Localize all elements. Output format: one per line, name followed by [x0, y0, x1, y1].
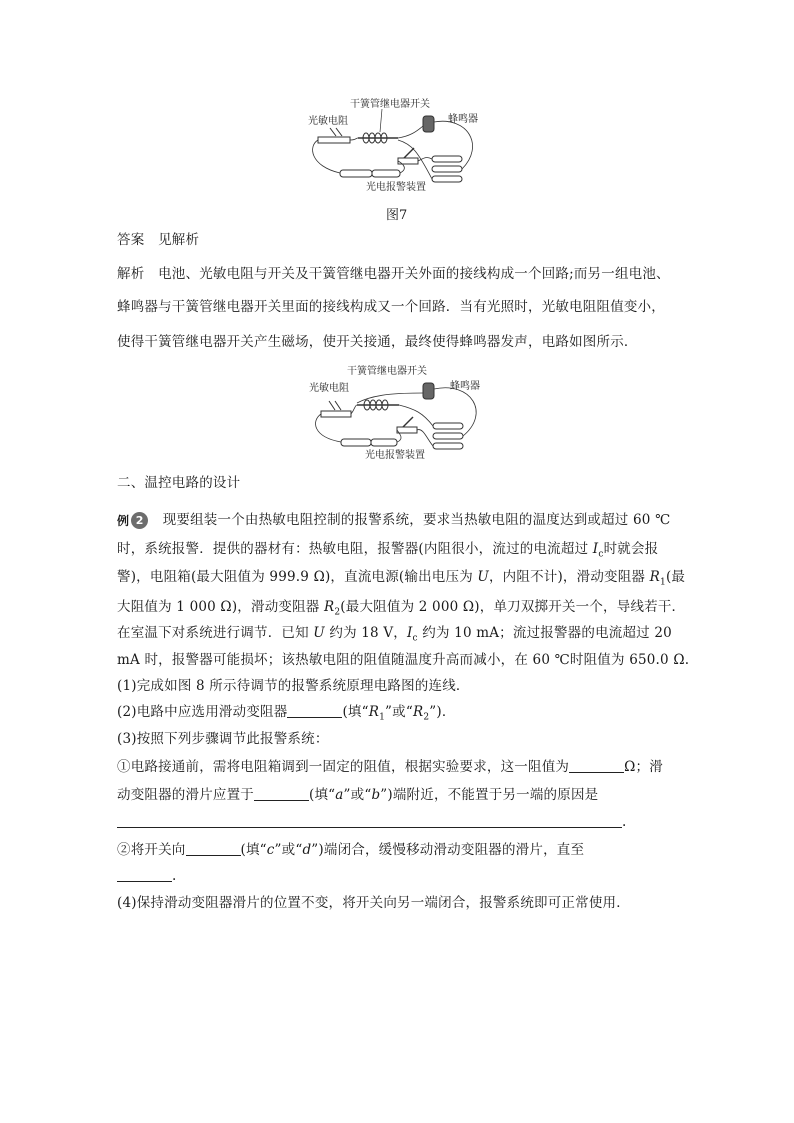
figure-caption: 图7: [386, 208, 408, 223]
label-buzzer-2: 蜂鸣器: [450, 381, 480, 392]
answer-blank-resistance[interactable]: [569, 758, 624, 773]
question-2: (2)电路中应选用滑动变阻器 (填“$R_1$”或“$R_2$”)．: [117, 704, 456, 723]
answer-blank-reason[interactable]: [117, 813, 622, 828]
question-3: (3)按照下列步骤调节此报警系统：: [117, 731, 329, 747]
example-badge-label: 例: [117, 513, 130, 528]
circuit-diagram-1: [300, 96, 500, 196]
example-line-6: mA 时，报警器可能损坏；该热敏电阻的阻值随温度升高而减小，在 60 ℃时阻值为 650.0 Ω.: [117, 652, 690, 668]
example-line-1: [117, 510, 670, 531]
battery-pack-2b: [433, 423, 463, 449]
label-alarm-device-2: 光电报警装置: [365, 450, 425, 461]
analysis-line-1: 解析 电池、光敏电阻与开关及干簧管继电器开关外面的接线构成一个回路;而另一组电池、: [117, 266, 670, 282]
example-line-3: 警)，电阻箱(最大阻值为 999.9 Ω)，直流电源(输出电压为 U，内阻不计)，滑动变阻器 $R_1$(最: [117, 569, 686, 588]
figure-answer-circuit: [305, 363, 505, 463]
reed-coil-2: [357, 400, 399, 410]
example-line-4: 大阻值为 1 000 Ω)，滑动变阻器 $R_2$(最大阻值为 2 000 Ω)，单刀双掷开关一个，导线若干．: [117, 599, 686, 618]
circuit-diagram-2: [305, 363, 505, 463]
example-line-5: 在室温下对系统进行调节．已知 U 约为 18 V，$I_c$ 约为 10 mA；流过报警器的电流超过 20: [117, 625, 672, 644]
answer-line: 答案 见解析: [117, 232, 200, 248]
switch-component-2: [397, 417, 417, 433]
battery-pack-2: [432, 156, 462, 182]
step-2-line-1: ②将开关向 (填“c”或“d”)端闭合，缓慢移动滑动变阻器的滑片，直至: [117, 842, 585, 858]
question-4: (4)保持滑动变阻器滑片的位置不变，将开关向另一端闭合，报警系统即可正常使用．: [117, 895, 630, 911]
step-1-line-2: 动变阻器的滑片应置于 (填“a”或“b”)端附近，不能置于另一端的原因是: [117, 787, 599, 803]
example-badge: [117, 511, 148, 531]
ldr-component-2: [321, 411, 351, 417]
label-reed-switch-2: 干簧管继电器开关: [347, 366, 427, 377]
step-1-line-3: .: [117, 812, 627, 832]
analysis-line-2: 蜂鸣器与干簧管继电器开关里面的接线构成又一个回路．当有光照时，光敏电阻阻值变小，: [117, 299, 665, 315]
reed-coil: [358, 133, 398, 143]
answer-blank-switch-end[interactable]: [186, 841, 241, 856]
battery-pack-1: [340, 170, 400, 177]
example-line-2: 时，系统报警．提供的器材有：热敏电阻，报警器(内阻很小，流过的电流超过 $I_c$时就会报: [117, 541, 659, 560]
question-1: (1)完成如图 8 所示待调节的报警系统原理电路图的连线．: [117, 678, 470, 694]
label-buzzer: 蜂鸣器: [448, 114, 478, 125]
analysis-line-3: 使得干簧管继电器开关产生磁场，使开关接通，最终使得蜂鸣器发声，电路如图所示．: [117, 334, 638, 350]
buzzer-component-2: [423, 383, 434, 399]
step-2-line-2: .: [117, 866, 177, 886]
step-1-line-1: ①电路接通前，需将电阻箱调到一固定的阻值，根据实验要求，这一阻值为 Ω；滑: [117, 759, 663, 775]
buzzer-component: [423, 116, 434, 132]
answer-blank-slider-end[interactable]: [254, 786, 309, 801]
ldr-component: [318, 137, 350, 143]
battery-pack-2a: [341, 439, 397, 446]
label-alarm-device: 光电报警装置: [366, 182, 426, 193]
answer-blank-until[interactable]: [117, 867, 172, 882]
example-number-icon: 2: [131, 512, 148, 529]
answer-blank-rheostat[interactable]: [287, 703, 342, 718]
example-text-1: 现要组装一个由热敏电阻控制的报警系统，要求当热敏电阻的温度达到或超过 60 ℃: [162, 512, 671, 528]
figure-light-alarm: [300, 96, 500, 196]
label-reed-switch: 干簧管继电器开关: [350, 99, 430, 110]
label-ldr-2: 光敏电阻: [309, 383, 349, 394]
label-ldr: 光敏电阻: [308, 116, 348, 127]
section-title: 二、温控电路的设计: [117, 475, 241, 491]
